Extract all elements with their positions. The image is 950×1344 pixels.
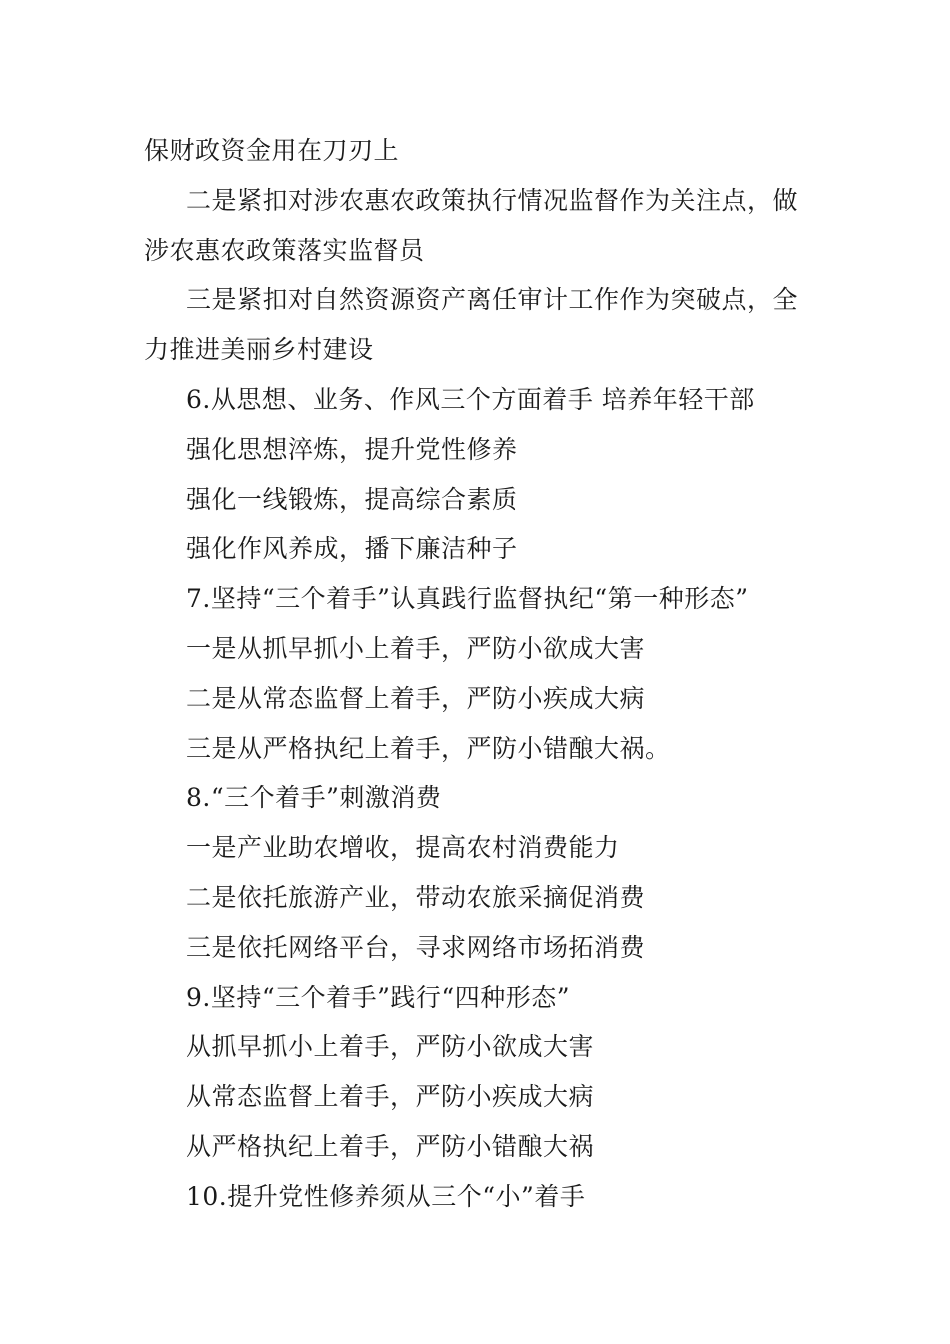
document-line: 10.提升党性修养须从三个“小”着手: [186, 1181, 586, 1211]
document-line: 三是依托网络平台，寻求网络市场拓消费: [186, 932, 646, 962]
document-line: 8.“三个着手”刺激消费: [186, 783, 442, 813]
document-line: 力推进美丽乡村建设: [144, 335, 374, 365]
document-line: 一是产业助农增收，提高农村消费能力: [186, 833, 620, 863]
document-line: 6.从思想、业务、作风三个方面着手 培养年轻干部: [186, 384, 755, 414]
document-line: 二是紧扣对涉农惠农政策执行情况监督作为关注点，做: [186, 185, 799, 215]
document-line: 保财政资金用在刀刃上: [144, 136, 400, 165]
document-line: 涉农惠农政策落实监督员: [144, 235, 425, 265]
document-line: 从严格执纪上着手，严防小错酿大祸: [186, 1131, 595, 1161]
document-line: 强化作风养成，播下廉洁种子: [186, 534, 518, 564]
document-line: 三是紧扣对自然资源资产离任审计工作作为突破点，全: [186, 285, 799, 315]
document-line: 强化思想淬炼，提升党性修养: [186, 434, 518, 464]
document-line: 9.坚持“三个着手”践行“四种形态”: [186, 982, 570, 1012]
document-line: 强化一线锻炼，提高综合素质: [186, 484, 518, 514]
document-line: 二是依托旅游产业，带动农旅采摘促消费: [186, 882, 646, 912]
document-body: [144, 126, 824, 1222]
document-line: 从常态监督上着手，严防小疾成大病: [186, 1082, 595, 1112]
document-line: 一是从抓早抓小上着手，严防小欲成大害: [186, 633, 646, 663]
document-line: 三是从严格执纪上着手，严防小错酿大祸。: [186, 733, 671, 763]
document-line: 7.坚持“三个着手”认真践行监督执纪“第一种形态”: [186, 584, 749, 614]
document-line: 从抓早抓小上着手，严防小欲成大害: [186, 1032, 595, 1062]
document-line: 二是从常态监督上着手，严防小疾成大病: [186, 683, 646, 713]
